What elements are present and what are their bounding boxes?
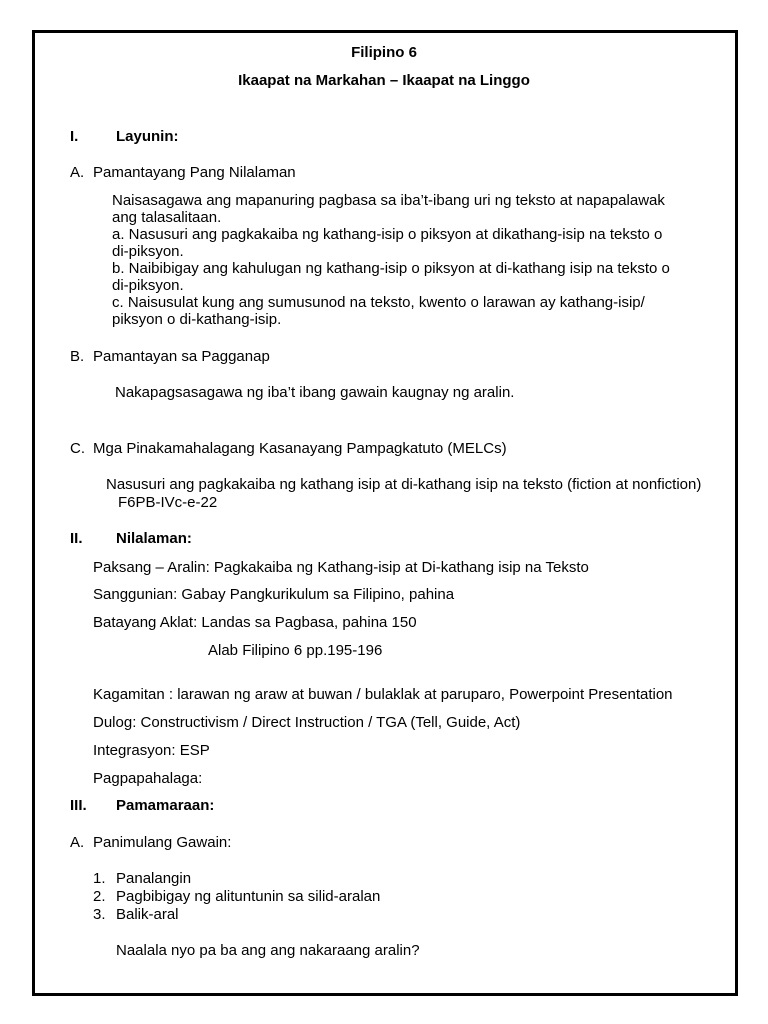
integrasyon: Integrasyon: ESP [93, 742, 210, 759]
section-3a-letter: A. [70, 834, 85, 851]
objective-line: di-piksyon. [112, 243, 184, 260]
section-2-heading: Nilalaman: [116, 530, 192, 547]
list-item-number: 3. [93, 906, 106, 923]
objective-line: b. Naibibigay ang kahulugan ng kathang-isip o piksyon at di-kathang isip na teksto o [112, 260, 670, 277]
section-2-numeral: II. [70, 530, 83, 547]
document-title: Filipino 6 [351, 44, 417, 61]
section-3a-label: Panimulang Gawain: [93, 834, 232, 851]
objective-line: Naisasagawa ang mapanuring pagbasa sa iba’t-ibang uri ng teksto at napapalawak [112, 192, 665, 209]
objective-line: piksyon o di-kathang-isip. [112, 311, 282, 328]
objective-line: a. Nasusuri ang pagkakaiba ng kathang-isip o piksyon at dikathang-isip na teksto o [112, 226, 663, 243]
list-item-number: 1. [93, 870, 106, 887]
section-1b-letter: B. [70, 348, 85, 365]
objective-line: di-piksyon. [112, 277, 184, 294]
pagpapahalaga: Pagpapahalaga: [93, 770, 203, 787]
list-item: Balik-aral [116, 906, 179, 923]
section-1-numeral: I. [70, 128, 79, 145]
kagamitan: Kagamitan : larawan ng araw at buwan / bulaklak at paruparo, Powerpoint Presentation [93, 686, 673, 703]
section-1a-letter: A. [70, 164, 85, 181]
melc-code: F6PB-IVc-e-22 [118, 494, 218, 511]
list-item-number: 2. [93, 888, 106, 905]
sanggunian: Sanggunian: Gabay Pangkurikulum sa Filipino, pahina [93, 586, 455, 603]
document-subtitle: Ikaapat na Markahan – Ikaapat na Linggo [238, 72, 530, 89]
paksa-aralin: Paksang – Aralin: Pagkakaiba ng Kathang-isip at Di-kathang isip na Teksto [93, 559, 589, 576]
objective-line: ang talasalitaan. [112, 209, 222, 226]
section-1b-text: Nakapagsasagawa ng iba’t ibang gawain kaugnay ng aralin. [115, 384, 515, 401]
review-question: Naalala nyo pa ba ang ang nakaraang aralin? [116, 942, 420, 959]
section-3-numeral: III. [70, 797, 87, 814]
section-1c-label: Mga Pinakamahalagang Kasanayang Pampagkatuto (MELCs) [93, 440, 507, 457]
melc-text: Nasusuri ang pagkakaiba ng kathang isip at di-kathang isip na teksto (fiction at nonfiction) [106, 476, 702, 493]
dulog: Dulog: Constructivism / Direct Instruction / TGA (Tell, Guide, Act) [93, 714, 521, 731]
section-3-heading: Pamamaraan: [116, 797, 215, 814]
section-1-heading: Layunin: [116, 128, 179, 145]
section-1c-letter: C. [70, 440, 85, 457]
section-1a-label: Pamantayang Pang Nilalaman [93, 164, 296, 181]
section-1b-label: Pamantayan sa Pagganap [93, 348, 270, 365]
list-item: Pagbibigay ng alituntunin sa silid-aralan [116, 888, 381, 905]
objective-line: c. Naisusulat kung ang sumusunod na teksto, kwento o larawan ay kathang-isip/ [112, 294, 645, 311]
batayang-aklat: Batayang Aklat: Landas sa Pagbasa, pahina 150 [93, 614, 417, 631]
alab-filipino: Alab Filipino 6 pp.195-196 [208, 642, 383, 659]
list-item: Panalangin [116, 870, 192, 887]
